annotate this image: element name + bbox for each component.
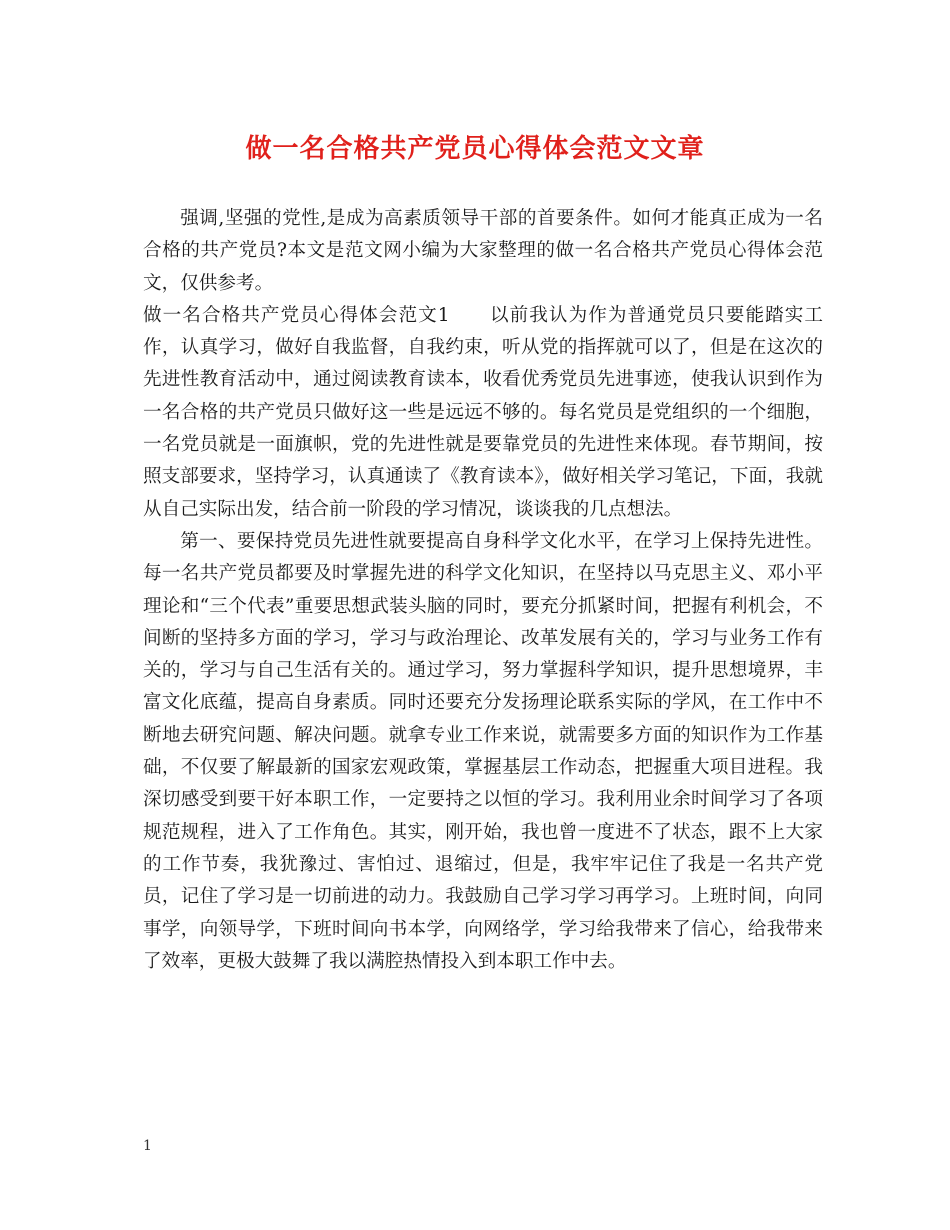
document-body bbox=[143, 203, 823, 978]
point-one-paragraph: 第一、要保持党员先进性就要提高自身科学文化水平，在学习上保持先进性。每一名共产党员都要及时掌握先进的科学文化知识，在坚持以马克思主义、邓小平理论和“三个代表”重要思想武装头脑的同时，要充分抓紧时间，把握有利机会，不间断的坚持多方面的学习，学习与政治理论、改革发展有关的，学习与业务工作有关的，学习与自己生活有关的。通过学习，努力掌握科学知识，提升思想境界，丰富文化底蕴，提高自身素质。同时还要充分发扬理论联系实际的学风，在工作中不断地去研究问题、解决问题。就拿专业工作来说，就需要多方面的知识作为工作基础，不仅要了解最新的国家宏观政策，掌握基层工作动态，把握重大项目进程。我深切感受到要干好本职工作，一定要持之以恒的学习。我利用业余时间学习了各项规范规程，进入了工作角色。其实，刚开始，我也曾一度进不了状态，跟不上大家的工作节奏，我犹豫过、害怕过、退缩过，但是，我牢牢记住了我是一名共产党员，记住了学习是一切前进的动力。我鼓励自己学习学习再学习。上班时间，向同事学，向领导学，下班时间向书本学，向网络学，学习给我带来了信心，给我带来了效率，更极大鼓舞了我以满腔热情投入到本职工作中去。 bbox=[143, 530, 823, 972]
page-number: 1 bbox=[143, 1138, 152, 1154]
document-title: 做一名合格共产党员心得体会范文文章 bbox=[245, 134, 705, 164]
section-one-paragraph: 做一名合格共产党员心得体会范文1 以前我认为作为普通党员只要能踏实工作，认真学习，做好自我监督，自我约束，听从党的指挥就可以了，但是在这次的先进性教育活动中，通过阅读教育读本，收看优秀党员先进事迹，使我认识到作为一名合格的共产党员只做好这一些是远远不够的。每名党员是党组织的一个细胞，一名党员就是一面旗帜，党的先进性就是要靠党员的先进性来体现。春节期间，按照支部要求，坚持学习，认真通读了《教育读本》，做好相关学习笔记，下面，我就从自己实际出发，结合前一阶段的学习情况，谈谈我的几点想法。 bbox=[143, 304, 823, 520]
intro-paragraph: 强调,坚强的党性,是成为高素质领导干部的首要条件。如何才能真正成为一名合格的共产党员?本文是范文网小编为大家整理的做一名合格共产党员心得体会范文，仅供参考。 bbox=[143, 208, 823, 294]
